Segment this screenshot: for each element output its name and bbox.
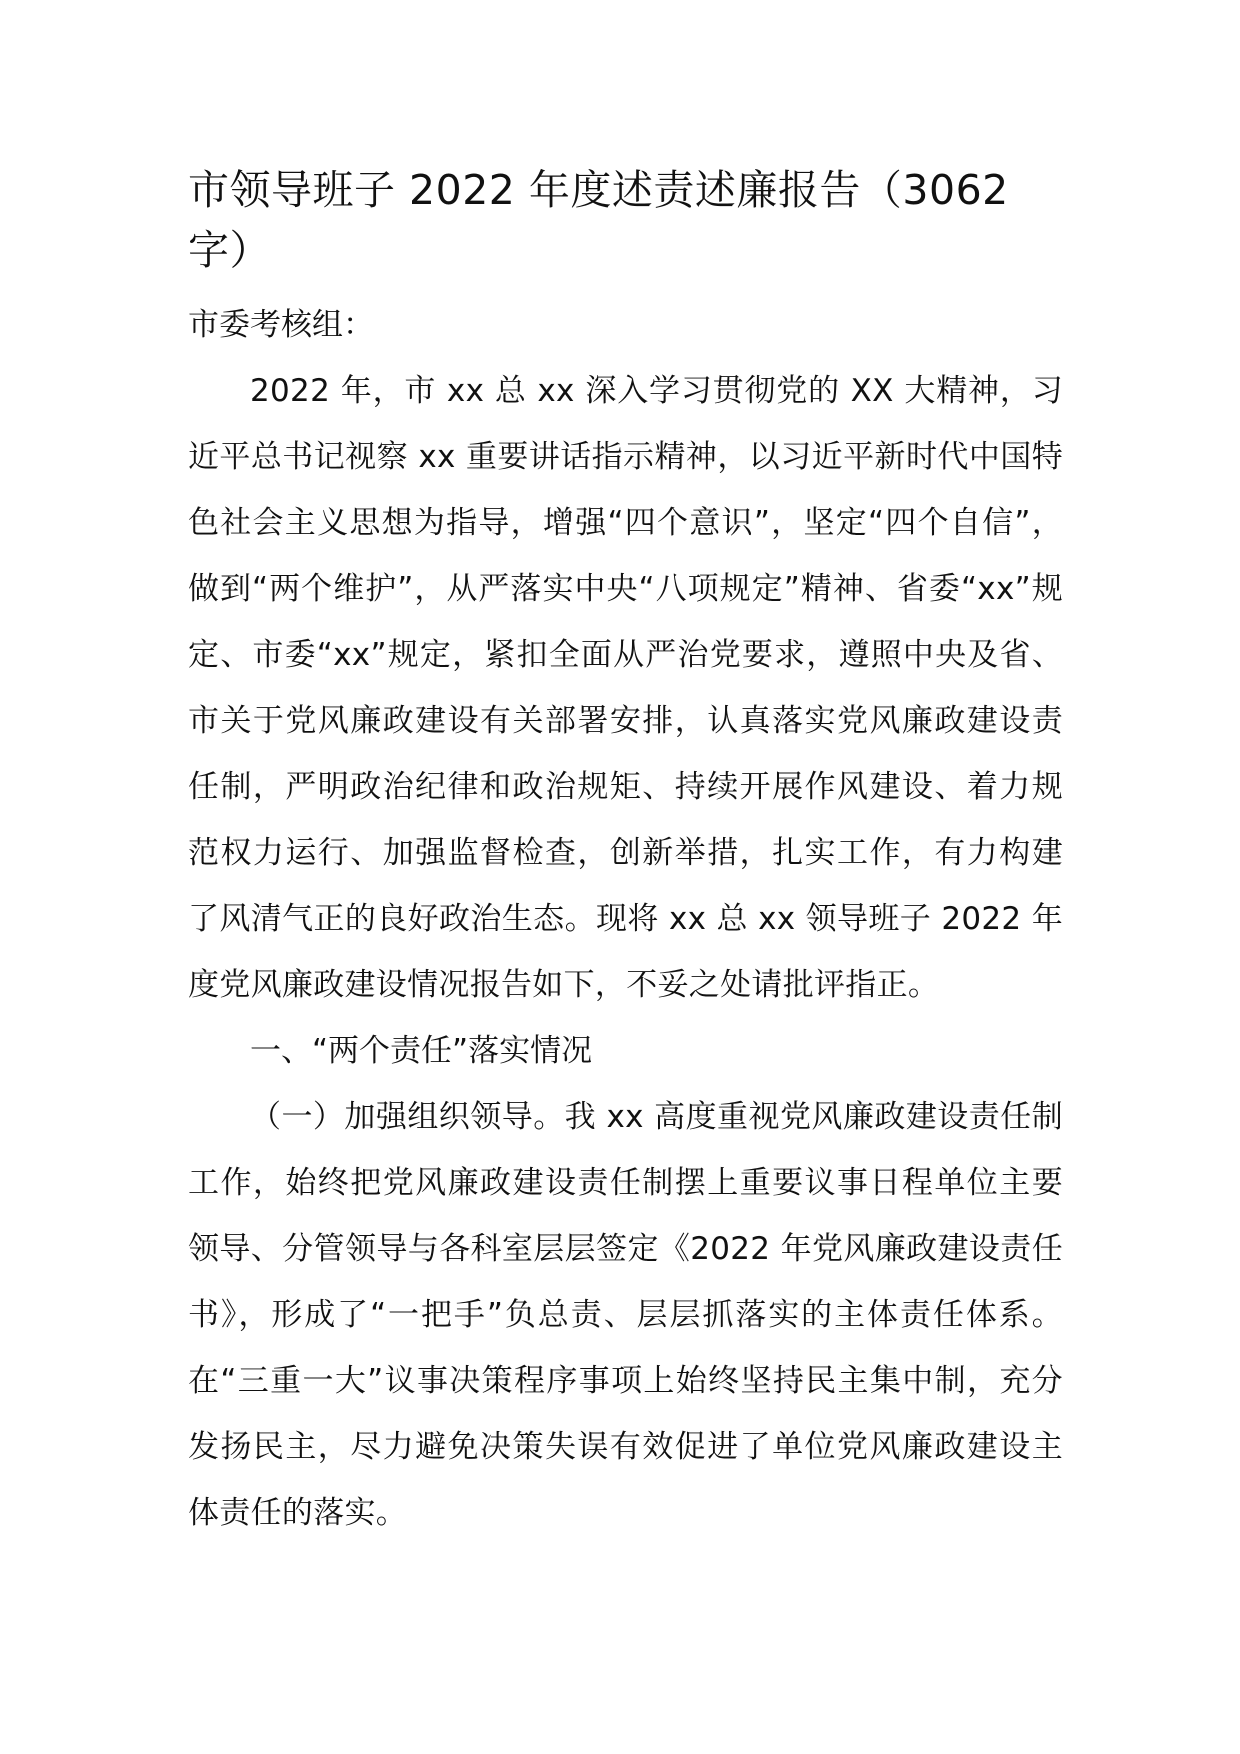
salutation: 市委考核组： xyxy=(188,307,374,343)
intro-paragraph: 2022 年，市 xx 总 xx 深入学习贯彻党的 XX 大精神，习近平总书记视察 xx 重要讲话指示精神，以习近平新时代中国特色社会主义思想为指导，增强“四个意识”，坚定“四个自信”，做到“两个维护”，从严落实中央“八项规定”精神、省委“xx”规定、市委“xx”规定，紧扣全面从严治党要求，遵照中央及省、市关于党风廉政建设有关部署安排，认真落实党风廉政建设责任制，严明政治纪律和政治规矩、持续开展作风建设、着力规范权力运行、加强监督检查，创新举措，扎实工作，有力构建了风清气正的良好政治生态。现将 xx 总 xx 领导班子 2022 年度党风廉政建设情况报告如下，不妥之处请批评指正。 xyxy=(188,373,1063,1003)
section-heading: 一、“两个责任”落实情况 xyxy=(250,1033,593,1069)
document-body xyxy=(188,160,1063,1546)
document-title: 市领导班子 2022 年度述责述廉报告（3062 字） xyxy=(188,166,1009,274)
section-paragraph: （一）加强组织领导。我 xx 高度重视党风廉政建设责任制工作，始终把党风廉政建设责任制摆上重要议事日程单位主要领导、分管领导与各科室层层签定《2022 年党风廉政建设责任书》，形成了“一把手”负总责、层层抓落实的主体责任体系。在“三重一大”议事决策程序事项上始终坚持民主集中制，充分发扬民主，尽力避免决策失误有效促进了单位党风廉政建设主体责任的落实。 xyxy=(188,1099,1063,1531)
